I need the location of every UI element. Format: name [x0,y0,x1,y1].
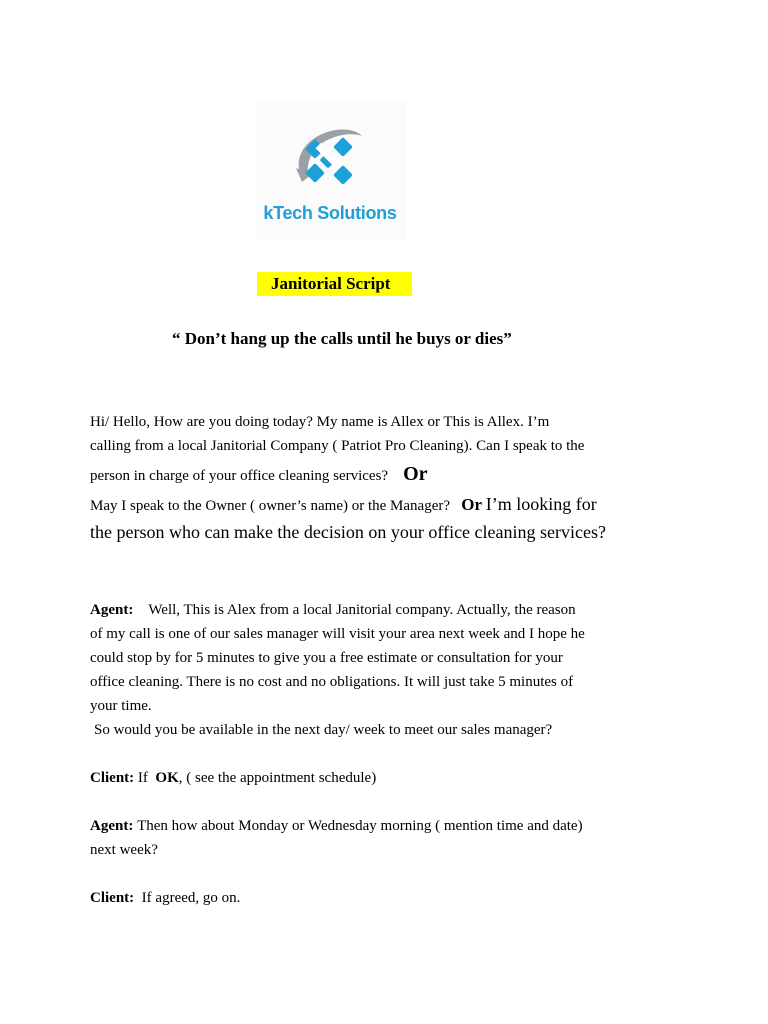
ktech-logo-icon [292,124,372,194]
agent1-line-5: your time. [90,698,152,714]
agent1-line-3: could stop by for 5 minutes to give you a free estimate or consultation for your [90,650,563,666]
intro-line-1: Hi/ Hello, How are you doing today? My name is Allex or This is Allex. I’m [90,414,550,430]
agent1-line-6: So would you be available in the next day/ week to meet our sales manager? [94,722,553,738]
client2-line [90,886,690,910]
intro-line-4 [90,492,690,518]
client1-ok: OK [155,770,179,786]
client-label-2: Client: [90,890,135,906]
client1-post: , ( see the appointment schedule) [178,770,377,786]
client1-pre: If [137,770,148,786]
agent1-line-1-text: Well, This is Alex from a local Janitorial company. Actually, the reason [148,602,576,618]
agent1-line-4: office cleaning. There is no cost and no obligations. It will just take 5 minutes of [90,674,574,690]
agent2-line-1 [90,814,690,838]
logo-text: kTech Solutions [263,203,397,223]
agent-paragraph-2 [90,814,690,862]
intro-line-2: calling from a local Janitorial Company ( Patriot Pro Cleaning). Can I speak to the [90,438,585,454]
client-label: Client: [90,770,135,786]
agent-label: Agent: [90,602,134,618]
client-paragraph-2 [90,886,690,910]
document-title: Janitorial Script [257,272,412,296]
client-paragraph-1 [90,766,690,790]
agent-label-2: Agent: [90,818,134,834]
client1-line [90,766,690,790]
agent1-line-1 [90,598,690,622]
agent2-line-2: next week? [90,842,158,858]
intro-paragraph [90,410,690,544]
intro-line-4b-text: I’m looking for [485,494,597,514]
company-logo [256,100,406,240]
intro-line-3 [90,462,690,488]
agent2-line-1-text: Then how about Monday or Wednesday morning ( mention time and date) [137,818,583,834]
intro-line-5: the person who can make the decision on your office cleaning services? [90,522,606,542]
client2-text: If agreed, go on. [141,890,241,906]
agent-paragraph-1 [90,598,690,742]
or-separator-2: Or [461,495,483,514]
tagline-quote: “ Don’t hang up the calls until he buys or dies” [172,329,512,348]
agent1-line-2: of my call is one of our sales manager will visit your area next week and I hope he [90,626,585,642]
or-separator-1: Or [403,463,428,485]
intro-line-3-text: person in charge of your office cleaning services? [90,468,389,484]
intro-line-4-text: May I speak to the Owner ( owner’s name) or the Manager? [90,498,451,514]
